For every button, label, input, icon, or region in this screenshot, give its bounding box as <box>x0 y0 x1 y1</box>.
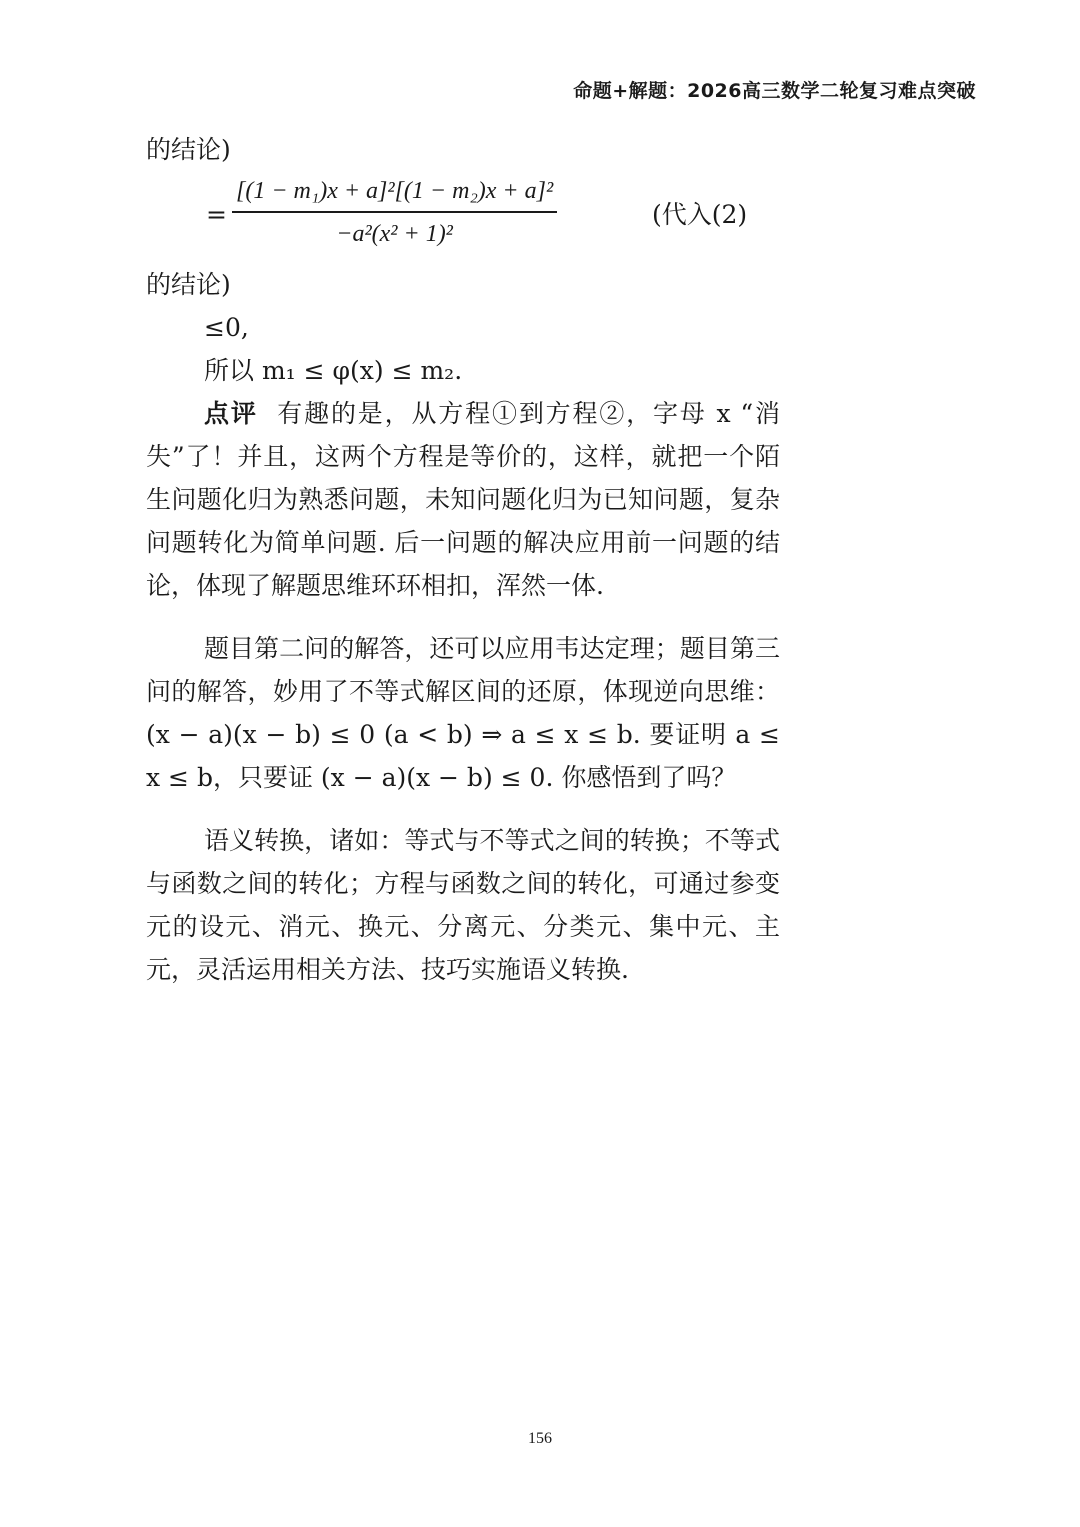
comment-paragraph <box>146 392 780 607</box>
conclusion-line: 所以 m₁ ≤ φ(x) ≤ m₂. <box>204 356 463 385</box>
paragraph-second: 题目第二问的解答，还可以应用韦达定理；题目第三问的解答，妙用了不等式解区间的还原，体现逆向思维：(x − a)(x − b) ≤ 0 (a < b) ⇒ a ≤ x ≤ b. 要证明 a ≤ x ≤ b，只要证 (x − a)(x − b) ≤ 0. 你感悟到了吗？ <box>146 634 780 792</box>
comment-label: 点评 <box>204 399 258 428</box>
page-content <box>146 128 780 991</box>
formula-note: (代入(2) <box>652 200 748 229</box>
text-line: 的结论) <box>146 270 231 299</box>
fraction <box>232 171 557 255</box>
text-line: 的结论) <box>146 135 231 164</box>
paragraph-third: 语义转换，诸如：等式与不等式之间的转换；不等式与函数之间的转化；方程与函数之间的转化，可通过参变元的设元、消元、换元、分离元、分类元、集中元、主元，灵活运用相关方法、技巧实施语义转换. <box>146 826 780 984</box>
fraction-numerator: [(1 − m₁)x + a]²[(1 − m₂)x + a]² <box>236 178 554 204</box>
running-header: 命题+解题：2026高三数学二轮复习难点突破 <box>573 80 976 102</box>
fraction-formula <box>206 171 780 263</box>
fraction-denominator: −a²(x² + 1)² <box>336 220 453 247</box>
page-number: 156 <box>528 1430 552 1447</box>
comment-text: 有趣的是，从方程①到方程②，字母 x “消失”了！并且，这两个方程是等价的，这样，就把一个陌生问题化归为熟悉问题，未知问题化归为已知问题，复杂问题转化为简单问题. 后一问题的解决应用前一问题的结论，体现了解题思维环环相扣，浑然一体. <box>146 399 780 600</box>
inequality-line: ≤0, <box>204 313 249 342</box>
equals-sign: = <box>206 200 227 229</box>
